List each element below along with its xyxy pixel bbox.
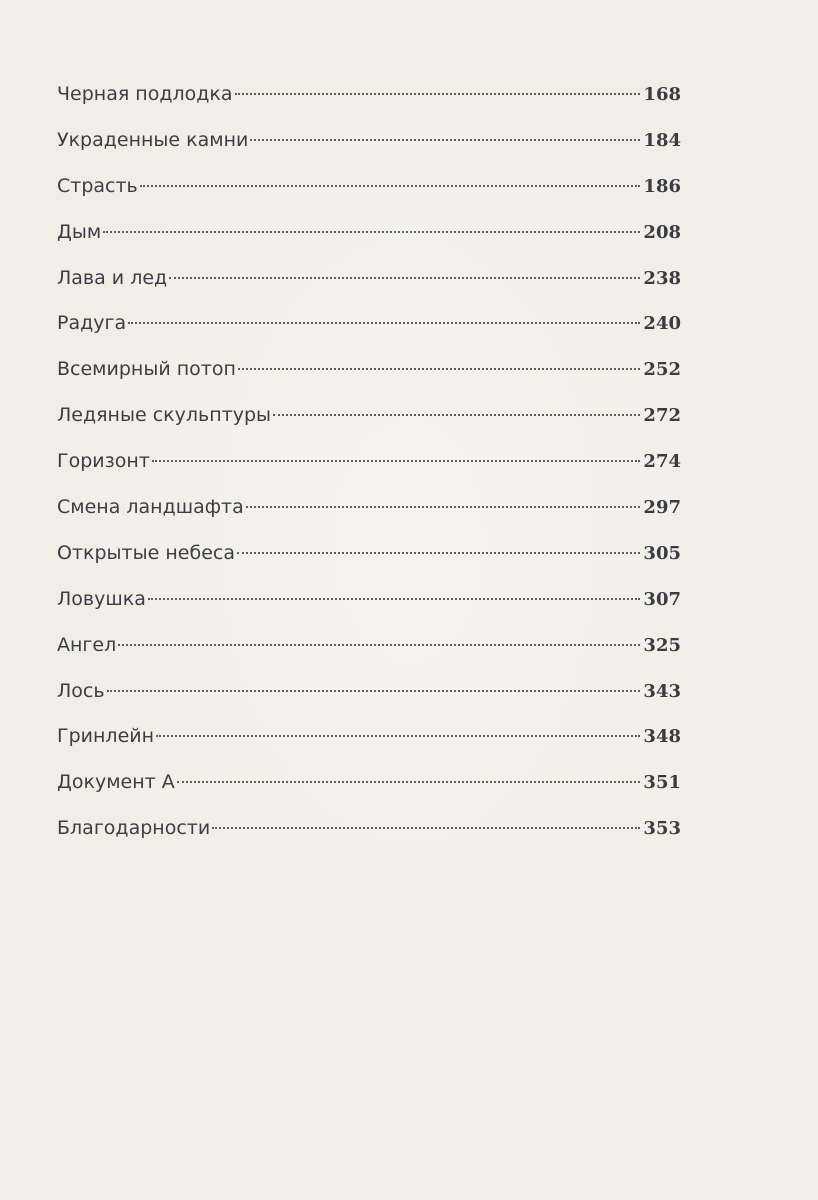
toc-entry-page: 305 xyxy=(643,542,681,564)
table-of-contents xyxy=(57,72,681,852)
toc-entry xyxy=(57,72,681,118)
toc-entry-page: 168 xyxy=(643,84,681,105)
toc-entry-page: 240 xyxy=(643,313,681,335)
toc-entry xyxy=(57,393,681,439)
toc-entry-page: 351 xyxy=(643,772,681,794)
toc-dot-leader xyxy=(148,598,641,600)
toc-entry-title: Гринлейн xyxy=(57,725,155,748)
toc-dot-leader xyxy=(152,460,641,462)
toc-entry-title: Смена ландшафта xyxy=(57,496,244,519)
toc-entry-page: 353 xyxy=(643,818,681,840)
toc-entry-title: Благодарности xyxy=(57,817,211,840)
toc-entry-title: Страсть xyxy=(57,174,138,197)
toc-dot-leader xyxy=(177,781,641,783)
toc-dot-leader xyxy=(235,93,641,95)
toc-entry-title: Всемирный потоп xyxy=(57,358,236,381)
toc-entry xyxy=(57,256,681,302)
toc-entry xyxy=(57,347,681,393)
toc-dot-leader xyxy=(246,506,641,508)
toc-entry-page: 272 xyxy=(643,405,681,427)
toc-entry-page: 208 xyxy=(643,221,681,243)
toc-entry xyxy=(57,806,681,852)
toc-dot-leader xyxy=(107,690,641,692)
toc-entry xyxy=(57,301,681,347)
toc-entry-title: Ледяные скульптуры xyxy=(57,404,272,427)
toc-entry-page: 325 xyxy=(643,634,681,656)
toc-entry-title: Открытые небеса xyxy=(57,541,235,564)
toc-entry xyxy=(57,439,681,485)
toc-entry-page: 186 xyxy=(643,175,681,197)
toc-dot-leader xyxy=(238,368,641,370)
toc-entry-title: Черная подлодка xyxy=(57,83,233,105)
toc-entry xyxy=(57,760,681,806)
toc-entry-page: 307 xyxy=(643,588,681,610)
toc-entry xyxy=(57,531,681,577)
toc-dot-leader xyxy=(118,644,640,646)
toc-dot-leader xyxy=(273,414,640,416)
toc-entry-title: Ангел xyxy=(57,633,117,656)
toc-entry-page: 184 xyxy=(643,129,681,151)
toc-entry-title: Радуга xyxy=(57,312,127,335)
toc-dot-leader xyxy=(212,827,640,829)
toc-dot-leader xyxy=(250,139,640,141)
toc-dot-leader xyxy=(103,231,640,233)
toc-entry xyxy=(57,577,681,623)
toc-entry-title: Лось xyxy=(57,679,105,702)
toc-entry xyxy=(57,118,681,164)
toc-entry-title: Лава и лед xyxy=(57,266,168,289)
toc-entry-title: Горизонт xyxy=(57,450,150,473)
toc-entry-page: 297 xyxy=(643,497,681,519)
toc-dot-leader xyxy=(128,322,640,324)
toc-dot-leader xyxy=(140,185,641,187)
toc-entry-title: Ловушка xyxy=(57,587,146,610)
toc-entry xyxy=(57,669,681,715)
toc-entry-title: Дым xyxy=(57,220,102,243)
toc-entry-title: Документ А xyxy=(57,771,175,794)
toc-entry-title: Украденные камни xyxy=(57,128,249,151)
toc-entry xyxy=(57,623,681,669)
toc-entry-page: 343 xyxy=(643,680,681,702)
toc-dot-leader xyxy=(156,735,640,737)
toc-entry xyxy=(57,164,681,210)
toc-entry-page: 252 xyxy=(643,359,681,381)
toc-entry-page: 238 xyxy=(643,267,681,289)
toc-entry-page: 348 xyxy=(643,726,681,748)
toc-dot-leader xyxy=(169,277,640,279)
toc-entry xyxy=(57,485,681,531)
toc-entry xyxy=(57,210,681,256)
toc-entry-page: 274 xyxy=(643,451,681,473)
toc-dot-leader xyxy=(237,552,640,554)
toc-entry xyxy=(57,714,681,760)
